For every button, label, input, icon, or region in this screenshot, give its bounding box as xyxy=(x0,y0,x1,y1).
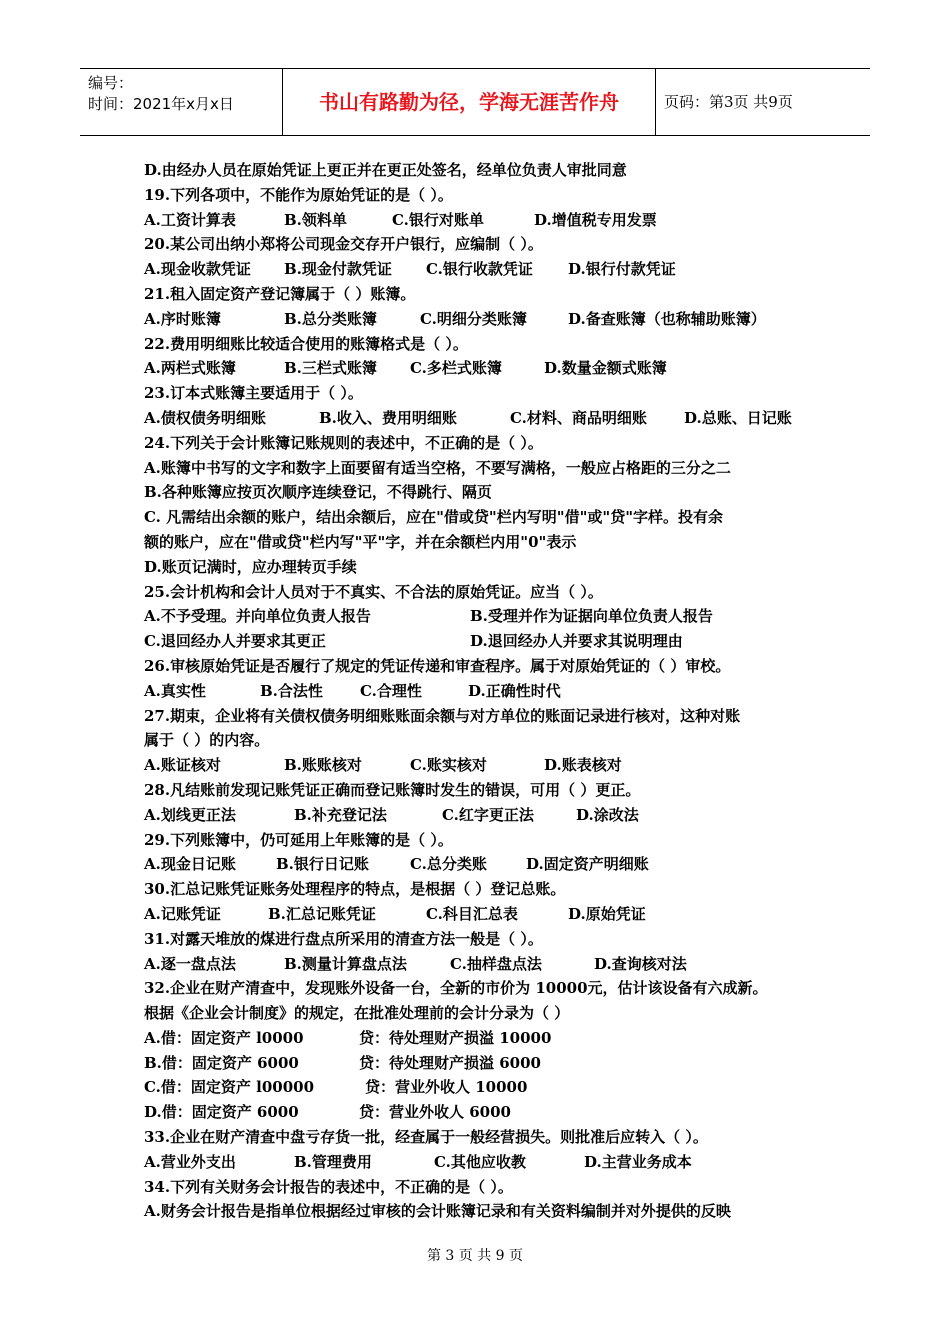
answer-option: 贷：待处理财产损溢 10000 xyxy=(359,1028,552,1047)
answer-option: C.银行对账单 xyxy=(392,210,484,229)
answer-option: A.两栏式账簿 xyxy=(144,359,236,378)
text-line xyxy=(144,1001,834,1026)
line-text: 28.凡结账前发现记账凭证正确而登记账簿时发生的错误，可用（ ）更正。 xyxy=(144,780,641,799)
answer-option: D.备查账簿（也称辅助账簿） xyxy=(568,309,766,328)
text-line xyxy=(144,530,834,555)
text-line xyxy=(144,356,834,381)
answer-option: A.现金日记账 xyxy=(144,855,236,874)
page-footer: 第 3 页 共 9 页 xyxy=(426,1248,524,1264)
answer-option: B.收入、费用明细账 xyxy=(319,408,457,427)
line-text: 34.下列有关财务会计报告的表述中，不正确的是（ ）。 xyxy=(144,1177,513,1196)
line-text: 32.企业在财产清查中，发现账外设备一台，全新的市价为 10000元，估计该设备有六成新。 xyxy=(144,979,768,998)
line-text: 29.下列账簿中，仍可延用上年账簿的是（ ）。 xyxy=(144,830,453,849)
answer-option: A.不予受理。并向单位负责人报告 xyxy=(144,607,371,626)
line-text: D.账页记满时，应办理转页手续 xyxy=(144,557,357,576)
text-line xyxy=(144,902,834,927)
answer-option: B.管理费用 xyxy=(294,1152,372,1171)
line-text: 22.费用明细账比较适合使用的账簿格式是（ ）。 xyxy=(144,334,468,353)
text-line xyxy=(144,1075,834,1100)
line-text: 25.会计机构和会计人员对于不真实、不合法的原始凭证。应当（ ）。 xyxy=(144,582,603,601)
text-line xyxy=(144,505,834,530)
text-line xyxy=(144,778,834,803)
text-line xyxy=(144,158,834,183)
header-info xyxy=(80,69,283,135)
answer-option: C.抽样盘点法 xyxy=(450,954,542,973)
answer-option: C.材料、商品明细账 xyxy=(510,408,647,427)
text-line xyxy=(144,654,834,679)
line-text: 27.期束，企业将有关债权债务明细账账面余额与对方单位的账面记录进行核对，这种对账 xyxy=(144,706,741,725)
text-line xyxy=(144,381,834,406)
answer-option: A.逐一盘点法 xyxy=(144,954,236,973)
answer-option: C.多栏式账簿 xyxy=(410,359,502,378)
line-text: 21.租入固定资产登记簿属于（ ）账簿。 xyxy=(144,284,416,303)
line-text: A.账簿中书写的文字和数字上面要留有适当空格，不要写满格，一般应占格距的三分之二 xyxy=(144,458,731,477)
answer-option: C.退回经办人并要求其更正 xyxy=(144,632,326,651)
text-line xyxy=(144,852,834,877)
answer-option: A.工资计算表 xyxy=(144,210,236,229)
text-line xyxy=(144,282,834,307)
answer-option: B.借：固定资产 6000 xyxy=(144,1053,299,1072)
line-text: 23.订本式账簿主要适用于（ ）。 xyxy=(144,384,363,403)
text-line xyxy=(144,257,834,282)
line-text: 20.某公司出纳小郑将公司现金交存开户银行，应编制（ ）。 xyxy=(144,235,543,254)
text-line xyxy=(144,307,834,332)
line-text: C. 凡需结出余额的账户，结出余额后，应在"借或贷"栏内写明"借"或"贷"字样。投有余 xyxy=(144,508,724,527)
answer-option: B.银行日记账 xyxy=(276,855,369,874)
answer-option: B.汇总记账凭证 xyxy=(268,904,376,923)
answer-option: D.正确性时代 xyxy=(468,681,561,700)
line-text: 26.审核原始凭证是否履行了规定的凭证传递和审查程序。属于对原始凭证的（ ）审校。 xyxy=(144,656,731,675)
code-label: 编号： xyxy=(88,74,134,92)
text-line xyxy=(144,803,834,828)
question-list xyxy=(144,158,834,1224)
answer-option: A.营业外支出 xyxy=(144,1152,236,1171)
line-text: D.由经办人员在原始凭证上更正并在更正处签名，经单位负责人审批同意 xyxy=(144,161,627,179)
answer-option: B.合法性 xyxy=(260,681,323,700)
text-line xyxy=(144,480,834,505)
answer-option: B.账账核对 xyxy=(284,756,362,775)
answer-option: A.记账凭证 xyxy=(144,904,221,923)
answer-option: C.银行收款凭证 xyxy=(426,260,533,279)
text-line xyxy=(144,555,834,580)
text-line xyxy=(144,1199,834,1224)
answer-option: C.其他应收教 xyxy=(434,1152,526,1171)
line-text: 额的账户，应在"借或贷"栏内写"平"字，并在余额栏内用"0"表示 xyxy=(144,532,577,551)
line-text: A.财务会计报告是指单位根据经过审核的会计账簿记录和有关资料编制并对外提供的反映 xyxy=(144,1202,731,1221)
answer-option: A.债权债务明细账 xyxy=(144,408,266,427)
answer-option: C.红字更正法 xyxy=(442,805,534,824)
answer-option: B.三栏式账簿 xyxy=(284,359,377,378)
answer-option: C.总分类账 xyxy=(410,855,487,874)
text-line xyxy=(144,183,834,208)
answer-option: D.查询核对法 xyxy=(594,954,687,973)
text-line xyxy=(144,431,834,456)
text-line xyxy=(144,604,834,629)
text-line xyxy=(144,952,834,977)
text-line xyxy=(144,332,834,357)
answer-option: B.补充登记法 xyxy=(294,805,387,824)
answer-option: 贷：待处理财产损溢 6000 xyxy=(359,1053,541,1072)
text-line xyxy=(144,456,834,481)
text-line xyxy=(144,927,834,952)
answer-option: A.现金收款凭证 xyxy=(144,260,251,279)
header-motto: 书山有路勤为径，学海无涯苦作舟 xyxy=(283,69,656,135)
answer-option: D.原始凭证 xyxy=(568,904,646,923)
line-text: B.各种账簿应按页次顺序连续登记，不得跳行、隔页 xyxy=(144,483,492,502)
answer-option: D.借：固定资产 6000 xyxy=(144,1103,299,1122)
header-page-number: 页码：第3页 共9页 xyxy=(664,93,793,111)
answer-option: A.真实性 xyxy=(144,681,206,700)
answer-option: C.明细分类账簿 xyxy=(420,309,527,328)
answer-option: D.账表核对 xyxy=(544,756,622,775)
text-line xyxy=(144,1051,834,1076)
answer-option: D.增值税专用发票 xyxy=(534,210,657,229)
answer-option: B.测量计算盘点法 xyxy=(284,954,407,973)
line-text: 根据《企业会计制度》的规定，在批准处理前的会计分录为（ ） xyxy=(144,1004,570,1023)
line-text: 33.企业在财产清查中盘亏存货一批，经查属于一般经营损失。则批准后应转入（ ）。 xyxy=(144,1128,708,1147)
text-line xyxy=(144,728,834,753)
answer-option: A.划线更正法 xyxy=(144,805,236,824)
text-line xyxy=(144,232,834,257)
text-line xyxy=(144,208,834,233)
answer-option: D.固定资产明细账 xyxy=(526,855,649,874)
answer-option: A.序时账簿 xyxy=(144,309,221,328)
answer-option: B.受理并作为证据向单位负责人报告 xyxy=(470,607,713,626)
answer-option: C.合理性 xyxy=(360,681,422,700)
line-text: 19.下列各项中，不能作为原始凭证的是（ ）。 xyxy=(144,185,453,204)
answer-option: A.账证核对 xyxy=(144,756,221,775)
answer-option: D.涂改法 xyxy=(576,805,639,824)
answer-option: D.总账、日记账 xyxy=(684,408,792,427)
line-text: 属于（ ）的内容。 xyxy=(144,731,270,750)
text-line xyxy=(144,976,834,1001)
answer-option: B.现金付款凭证 xyxy=(284,260,392,279)
answer-option: 贷：营业外收人 10000 xyxy=(365,1078,528,1097)
text-line xyxy=(144,753,834,778)
answer-option: D.银行付款凭证 xyxy=(568,260,676,279)
text-line xyxy=(144,1026,834,1051)
text-line xyxy=(144,679,834,704)
text-line xyxy=(144,828,834,853)
text-line xyxy=(144,704,834,729)
line-text: 30.汇总记账凭证账务处理程序的特点，是根据（ ）登记总账。 xyxy=(144,880,566,899)
text-line xyxy=(144,1150,834,1175)
answer-option: D.数量金额式账簿 xyxy=(544,359,667,378)
page-header xyxy=(80,68,870,136)
answer-option: C.科目汇总表 xyxy=(426,904,518,923)
answer-option: 贷：营业外收人 6000 xyxy=(359,1103,511,1122)
text-line xyxy=(144,1100,834,1125)
answer-option: C.借：固定资产 l00000 xyxy=(144,1078,315,1097)
answer-option: B.领料单 xyxy=(284,210,347,229)
text-line xyxy=(144,406,834,431)
answer-option: D.主营业务成本 xyxy=(584,1152,692,1171)
answer-option: D.退回经办人并要求其说明理由 xyxy=(470,632,683,651)
text-line xyxy=(144,580,834,605)
answer-option: B.总分类账簿 xyxy=(284,309,377,328)
text-line xyxy=(144,877,834,902)
answer-option: A.借：固定资产 l0000 xyxy=(144,1028,304,1047)
line-text: 31.对露天堆放的煤进行盘点所采用的清查方法一般是（ ）。 xyxy=(144,929,543,948)
text-line xyxy=(144,629,834,654)
text-line xyxy=(144,1125,834,1150)
answer-option: C.账实核对 xyxy=(410,756,487,775)
time-label: 时间：2021年x月x日 xyxy=(88,95,234,113)
text-line xyxy=(144,1175,834,1200)
line-text: 24.下列关于会计账簿记账规则的表述中，不正确的是（ ）。 xyxy=(144,433,543,452)
